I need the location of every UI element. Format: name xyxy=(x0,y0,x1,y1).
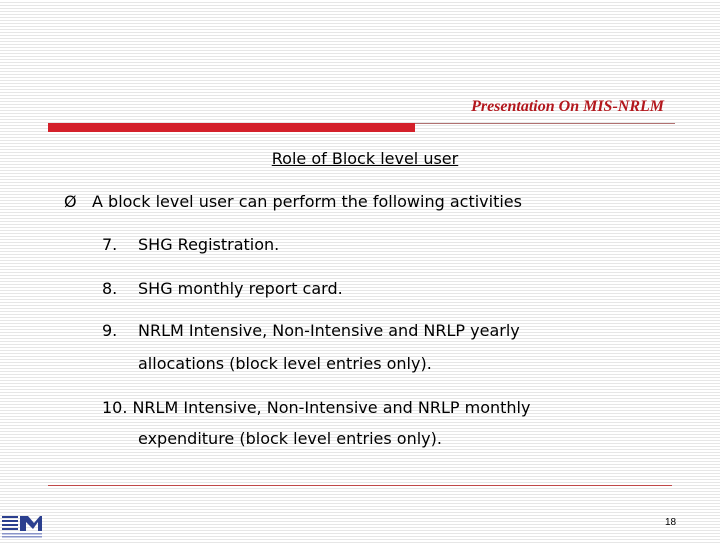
list-item xyxy=(102,279,343,298)
list-item-number: 9. xyxy=(102,321,118,340)
page-number: 18 xyxy=(665,517,677,528)
bullet-text: A block level user can perform the following activities xyxy=(92,192,522,211)
slide-heading: Role of Block level user xyxy=(271,149,459,168)
bullet-point xyxy=(64,192,522,211)
list-item-text: SHG Registration. xyxy=(138,235,280,254)
list-item-text: NRLM Intensive, Non-Intensive and NRLP yearly xyxy=(138,321,520,340)
list-item-continuation: expenditure (block level entries only). xyxy=(138,429,442,448)
list-item-text: NRLM Intensive, Non-Intensive and NRLP monthly xyxy=(132,398,531,417)
list-item-continuation: allocations (block level entries only). xyxy=(138,354,432,373)
list-item-number: 7. xyxy=(102,235,118,254)
arrow-bullet-icon: Ø xyxy=(64,192,77,211)
list-item xyxy=(102,321,520,340)
footer-divider xyxy=(48,485,672,486)
list-item-number: 8. xyxy=(102,279,118,298)
header-red-bar xyxy=(48,123,415,132)
header-divider xyxy=(415,123,675,124)
organization-logo-icon xyxy=(2,515,42,539)
list-item xyxy=(102,398,530,417)
list-item-number: 10. xyxy=(102,398,128,417)
list-item-text: SHG monthly report card. xyxy=(138,279,343,298)
list-item xyxy=(102,235,279,254)
header-title: Presentation On MIS-NRLM xyxy=(471,98,664,115)
